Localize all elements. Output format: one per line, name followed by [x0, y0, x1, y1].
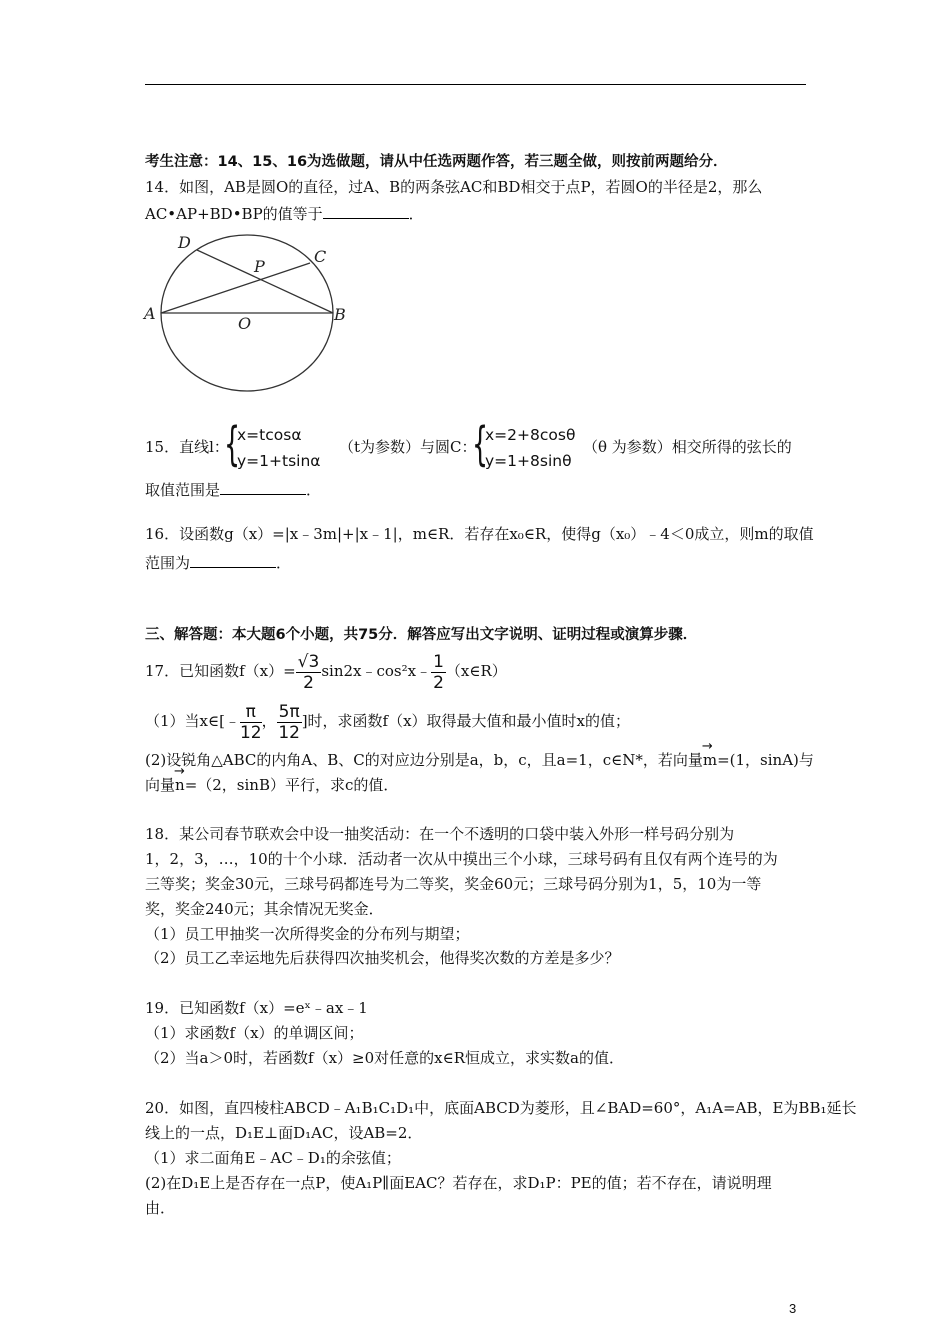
q14-text: AC•AP+BD•BP的值等于	[145, 205, 323, 223]
q17-p1-suffix: ]时，求函数f（x）取得最大值和最小值时x的值；	[301, 712, 631, 730]
comma: ，	[261, 712, 277, 730]
q17-p1-prefix: （1）当x∈[﹣	[145, 712, 240, 730]
q17-part2-line2	[145, 775, 398, 795]
circle-c-row1: x=2+8cosθ	[485, 426, 576, 444]
denominator: 2	[303, 672, 314, 693]
label-C: C	[314, 247, 327, 266]
q16-line2	[145, 551, 291, 573]
label-B: B	[334, 305, 346, 324]
q16-text: 范围为	[145, 554, 191, 572]
section-3-heading: 三、解答题：本大题6个小题，共75分．解答应写出文字说明、证明过程或演算步骤．	[145, 627, 698, 643]
q17-p2-line2-end: =（2，sinB）平行，求c的值．	[184, 776, 399, 794]
q14-line1: 14．如图，AB是圆O的直径，过A、B的两条弦AC和BD相交于点P，若圆O的半径是2，那么	[145, 178, 763, 196]
numerator: √3	[297, 651, 320, 672]
denominator: 2	[433, 672, 444, 693]
answer-blank	[190, 551, 276, 568]
denominator: 12	[278, 722, 300, 743]
brace-c: {	[472, 417, 489, 471]
q20-line1: 20．如图，直四棱柱ABCD﹣A₁B₁C₁D₁中，底面ABCD为菱形，且∠BAD=60°，A₁A=AB，E为BB₁延长	[145, 1099, 857, 1117]
q15-text: 取值范围是	[145, 481, 221, 499]
q17-p2-prefix: 向量	[145, 776, 176, 794]
q17-p2-end: =(1，sinA)与	[717, 751, 814, 769]
q15-mid: （t为参数）与圆C：	[339, 438, 477, 456]
q18-line1: 18．某公司春节联欢会中设一抽奖活动：在一个不透明的口袋中装入外形一样号码分别为	[145, 825, 735, 843]
q14-line2	[145, 202, 424, 224]
circle-c-row2: y=1+8sinθ	[485, 452, 572, 470]
q17-part1	[145, 700, 630, 743]
answer-blank	[220, 478, 306, 495]
q14-end: ．	[408, 205, 424, 223]
q17-mid: sin2x﹣cos²x﹣	[321, 662, 432, 680]
numerator: 5π	[278, 701, 300, 722]
label-D: D	[178, 233, 191, 252]
answer-blank	[323, 202, 409, 219]
q19-part1: （1）求函数f（x）的单调区间；	[145, 1024, 364, 1042]
q17-suffix: （x∈R）	[445, 662, 507, 680]
q16-line1: 16．设函数g（x）=|x﹣3m|+|x﹣1|，m∈R．若存在x₀∈R，使得g（x₀）﹣4＜0成立，则m的取值	[145, 525, 814, 543]
header-rule	[145, 84, 806, 85]
q19-line1: 19．已知函数f（x）=eˣ﹣ax﹣1	[145, 999, 368, 1017]
fraction-1-over-2	[431, 652, 446, 693]
q20-part1: （1）求二面角E﹣AC﹣D₁的余弦值；	[145, 1149, 401, 1167]
chord-AC	[161, 263, 310, 313]
q20-part2: (2)在D₁E上是否存在一点P，使A₁P∥面EAC？若存在，求D₁P：PE的值；若不存在，请说明理	[145, 1174, 772, 1192]
fraction-pi-over-12	[240, 702, 262, 743]
label-A: A	[144, 304, 156, 323]
q17-prefix: 17．已知函数f（x）=	[145, 662, 296, 680]
page-number: 3	[789, 1301, 797, 1316]
q18-line2: 1，2，3，…，10的十个小球．活动者一次从中摸出三个小球，三球号码有且仅有两个连号的为	[145, 850, 778, 868]
q17-part2-line1	[145, 750, 814, 770]
numerator: 1	[433, 651, 444, 672]
q15-end: ．	[306, 481, 322, 499]
chord-BD	[197, 250, 333, 313]
label-O: O	[238, 314, 252, 333]
q15-line2	[145, 478, 321, 500]
line-l-row1: x=tcosα	[237, 426, 302, 444]
q18-line3: 三等奖；奖金30元，三球号码都连号为二等奖，奖金60元；三球号码分别为1，5，10为一等	[145, 875, 762, 893]
q17-p2-text: (2)设锐角△ABC的内角A、B、C的对应边分别是a，b，c，且a=1，c∈N*，若向量	[145, 751, 703, 769]
label-P: P	[254, 257, 265, 276]
q17-line1	[145, 650, 507, 693]
brace-l: {	[224, 417, 241, 471]
line-l-row2: y=1+tsinα	[237, 452, 321, 470]
q18-part1: （1）员工甲抽奖一次所得奖金的分布列与期望；	[145, 925, 470, 943]
vector-n: → n	[175, 775, 185, 795]
q18-part2: （2）员工乙幸运地先后获得四次抽奖机会，他得奖次数的方差是多少？	[145, 949, 620, 967]
q18-line4: 奖，奖金240元；其余情况无奖金．	[145, 900, 384, 918]
q20-line2: 线上的一点，D₁E⊥面D₁AC，设AB=2．	[145, 1124, 423, 1142]
vector-m: → m	[703, 750, 717, 770]
numerator: π	[240, 702, 262, 723]
circle-figure	[140, 228, 360, 398]
notice: 考生注意：14、15、16为选做题，请从中任选两题作答，若三题全做，则按前两题给分．	[145, 154, 728, 170]
fraction-sqrt3-over-2	[296, 652, 322, 693]
denominator: 12	[239, 722, 262, 743]
q15-prefix: 15．直线l：	[145, 438, 229, 456]
fraction-5pi-over-12	[277, 702, 302, 743]
q16-end: ．	[276, 554, 292, 572]
q20-part2b: 由．	[145, 1199, 176, 1217]
q15-suffix: （θ 为参数）相交所得的弦长的	[583, 438, 792, 456]
q19-part2: （2）当a＞0时，若函数f（x）≥0对任意的x∈R恒成立，求实数a的值．	[145, 1049, 624, 1067]
